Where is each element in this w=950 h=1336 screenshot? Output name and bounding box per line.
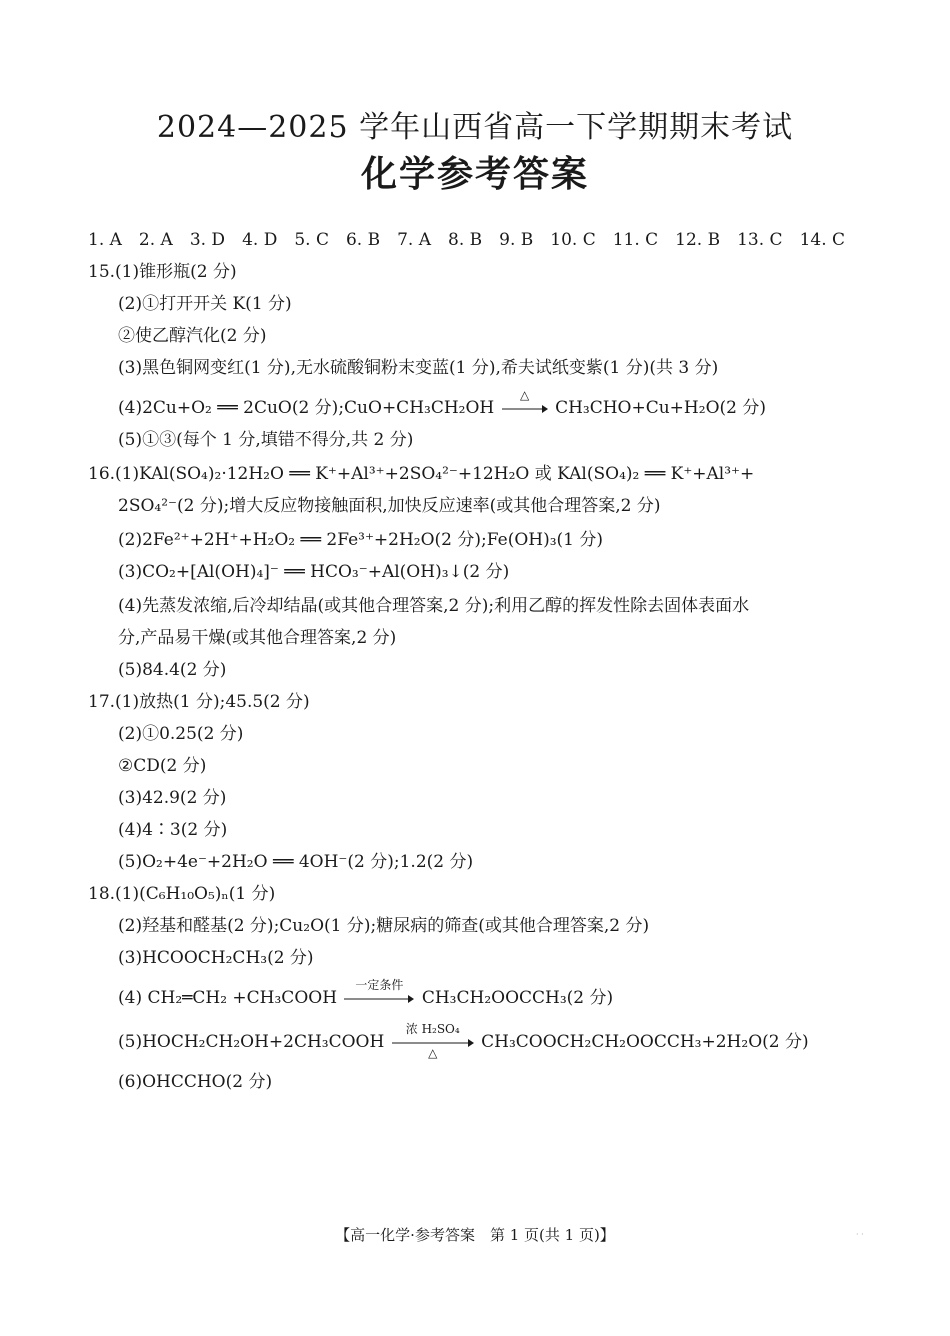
mc-answer: 2. A [138, 230, 173, 250]
q15-eq-left: (4)2Cu+O₂ ══ 2CuO(2 分);CuO+CH₃CH₂OH [118, 398, 495, 418]
decorative-dots: · · [856, 1230, 864, 1239]
mc-answer: 9. B [499, 230, 534, 250]
q15-line: (5)①③(每个 1 分,填错不得分,共 2 分) [118, 430, 414, 450]
q15-line: (2)①打开开关 K(1 分) [118, 294, 292, 314]
mc-answer: 11. C [612, 230, 659, 250]
q18-line: (2)羟基和醛基(2 分);Cu₂O(1 分);糖尿病的筛查(或其他合理答案,2 分) [118, 916, 650, 936]
mc-answers [88, 226, 862, 254]
mc-answer: 13. C [737, 230, 783, 250]
q15-line-reaction [118, 387, 766, 423]
reaction-arrow [344, 977, 414, 1013]
q18-line: (3)HCOOCH₂CH₃(2 分) [118, 948, 314, 968]
mc-answer: 3. D [189, 230, 226, 250]
q18-eq-right: CH₃COOCH₂CH₂OOCCH₃+2H₂O(2 分) [481, 1032, 809, 1052]
q17-line: ②CD(2 分) [118, 756, 207, 776]
q18-eq-left: (5)HOCH₂CH₂OH+2CH₃COOH [118, 1032, 385, 1052]
q17-line: 17.(1)放热(1 分);45.5(2 分) [88, 692, 310, 712]
q17-line: (4)4∶3(2 分) [118, 820, 228, 840]
mc-answer: 14. C [799, 230, 846, 250]
q15-line: (3)黑色铜网变红(1 分),无水硫酸铜粉末变蓝(1 分),希夫试纸变紫(1 分)(共 3 分) [118, 358, 719, 378]
q18-eq-left: (4) CH₂═CH₂ +CH₃COOH [118, 988, 338, 1008]
page-subtitle: 化学参考答案 [360, 153, 589, 195]
mc-answer: 10. C [550, 230, 596, 250]
q16-line: (2)2Fe²⁺+2H⁺+H₂O₂ ══ 2Fe³⁺+2H₂O(2 分);Fe(OH)₃(1 分) [118, 530, 604, 550]
q16-line: 2SO₄²⁻(2 分);增大反应物接触面积,加快反应速率(或其他合理答案,2 分) [118, 496, 661, 516]
q17-line: (5)O₂+4e⁻+2H₂O ══ 4OH⁻(2 分);1.2(2 分) [118, 852, 474, 872]
mc-answer: 7. A [397, 230, 432, 250]
condition-label: 一定条件 [355, 977, 404, 992]
q16-line: 16.(1)KAl(SO₄)₂·12H₂O ══ K⁺+Al³⁺+2SO₄²⁻+12H₂O 或 KAl(SO₄)₂ ══ K⁺+Al³⁺+ [88, 464, 755, 484]
condition-label: 浓 H₂SO₄ [405, 1021, 460, 1036]
q16-line: 分,产品易干燥(或其他合理答案,2 分) [118, 628, 397, 648]
mc-answer: 4. D [242, 230, 278, 250]
page-title: 2024—2025 学年山西省高一下学期期末考试 [156, 110, 794, 145]
q18-eq-right: CH₃CH₂OOCCH₃(2 分) [421, 988, 614, 1008]
page-footer: 【高一化学·参考答案 第 1 页(共 1 页)】 [335, 1226, 615, 1244]
mc-answer: 5. C [294, 230, 329, 250]
q15-eq-right: CH₃CHO+Cu+H₂O(2 分) [555, 398, 766, 418]
mc-answer: 8. B [448, 230, 483, 250]
q15-line: 15.(1)锥形瓶(2 分) [88, 262, 237, 282]
reaction-arrow [392, 1021, 474, 1060]
q18-line: 18.(1)(C₆H₁₀O₅)ₙ(1 分) [88, 884, 276, 904]
q16-line: (5)84.4(2 分) [118, 660, 227, 680]
heat-symbol: △ [428, 1045, 438, 1060]
q16-line: (3)CO₂+[Al(OH)₄]⁻ ══ HCO₃⁻+Al(OH)₃↓(2 分) [118, 562, 510, 582]
q18-line-reaction [118, 977, 614, 1013]
mc-answer: 6. B [345, 230, 381, 250]
reaction-arrow [502, 387, 548, 423]
mc-answer: 12. B [675, 230, 721, 250]
q18-line: (6)OHCCHO(2 分) [118, 1072, 273, 1092]
q15-line: ②使乙醇汽化(2 分) [118, 326, 267, 346]
mc-answer: 1. A [88, 230, 122, 250]
heat-symbol: △ [520, 387, 530, 402]
q17-line: (2)①0.25(2 分) [118, 724, 244, 744]
q17-line: (3)42.9(2 分) [118, 788, 227, 808]
q16-line: (4)先蒸发浓缩,后冷却结晶(或其他合理答案,2 分);利用乙醇的挥发性除去固体表面水 [118, 596, 750, 616]
q18-line-reaction [118, 1021, 809, 1060]
